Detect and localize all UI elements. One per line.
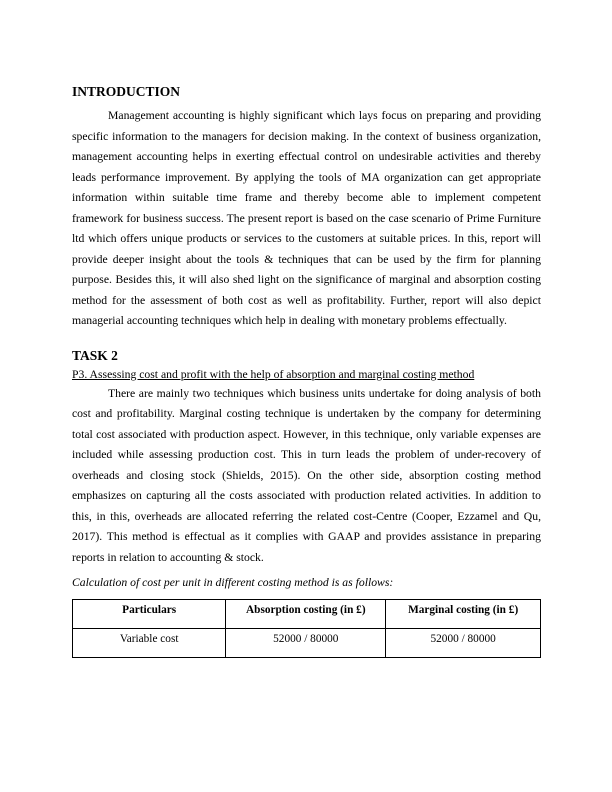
cell-particulars: Variable cost <box>73 629 226 658</box>
table-header-row <box>73 600 541 629</box>
document-page <box>72 84 541 658</box>
task2-paragraph: There are mainly two techniques which business units undertake for doing analysis of both cost and profitability. Marginal costing technique is undertaken by the company for determining total cost associated with production aspect. However, in this technique, only variable expenses are included while assessing production cost. This in turn leads the problem of under-recovery of overheads and closing stock (Shields, 2015). On the other side, absorption costing method emphasizes on capturing all the costs associated with production related activities. In addition to this, in this, overheads are allocated referring the related cost-Centre (Cooper, Ezzamel and Qu, 2017). This method is effectual as it complies with GAAP and provides assistance in preparing reports in relation to accounting & stock. <box>72 386 541 564</box>
introduction-heading: INTRODUCTION <box>72 84 181 99</box>
table-caption: Calculation of cost per unit in different costing method is as follows: <box>72 576 394 589</box>
header-absorption-costing: Absorption costing (in £) <box>226 600 386 629</box>
table-row <box>73 629 541 658</box>
introduction-paragraph: Management accounting is highly significant which lays focus on preparing and providing specific information to the managers for decision making. In the context of business organization, management accounting helps in exerting effectual control on undesirable activities and thereby leads performance improvement. By applying the tools of MA organization can get appropriate information within suitable time frame and thereby become able to implement competent framework for business success. The present report is based on the case scenario of Prime Furniture ltd which offers unique products or services to the customers at suitable prices. In this, report will provide deeper insight about the tools & techniques that can be used by the firm for planning purpose. Besides this, it will also shed light on the significance of marginal and absorption costing method for the assessment of both cost as well as profitability. Further, report will also depict managerial accounting techniques which help in dealing with monetary problems effectually. <box>72 109 541 327</box>
task2-subheading: P3. Assessing cost and profit with the help of absorption and marginal costing method <box>72 367 475 381</box>
header-marginal-costing: Marginal costing (in £) <box>386 600 541 629</box>
cell-marginal: 52000 / 80000 <box>386 629 541 658</box>
header-particulars: Particulars <box>73 600 226 629</box>
task2-heading: TASK 2 <box>72 347 118 363</box>
cell-absorption: 52000 / 80000 <box>226 629 386 658</box>
cost-per-unit-table <box>72 599 541 658</box>
